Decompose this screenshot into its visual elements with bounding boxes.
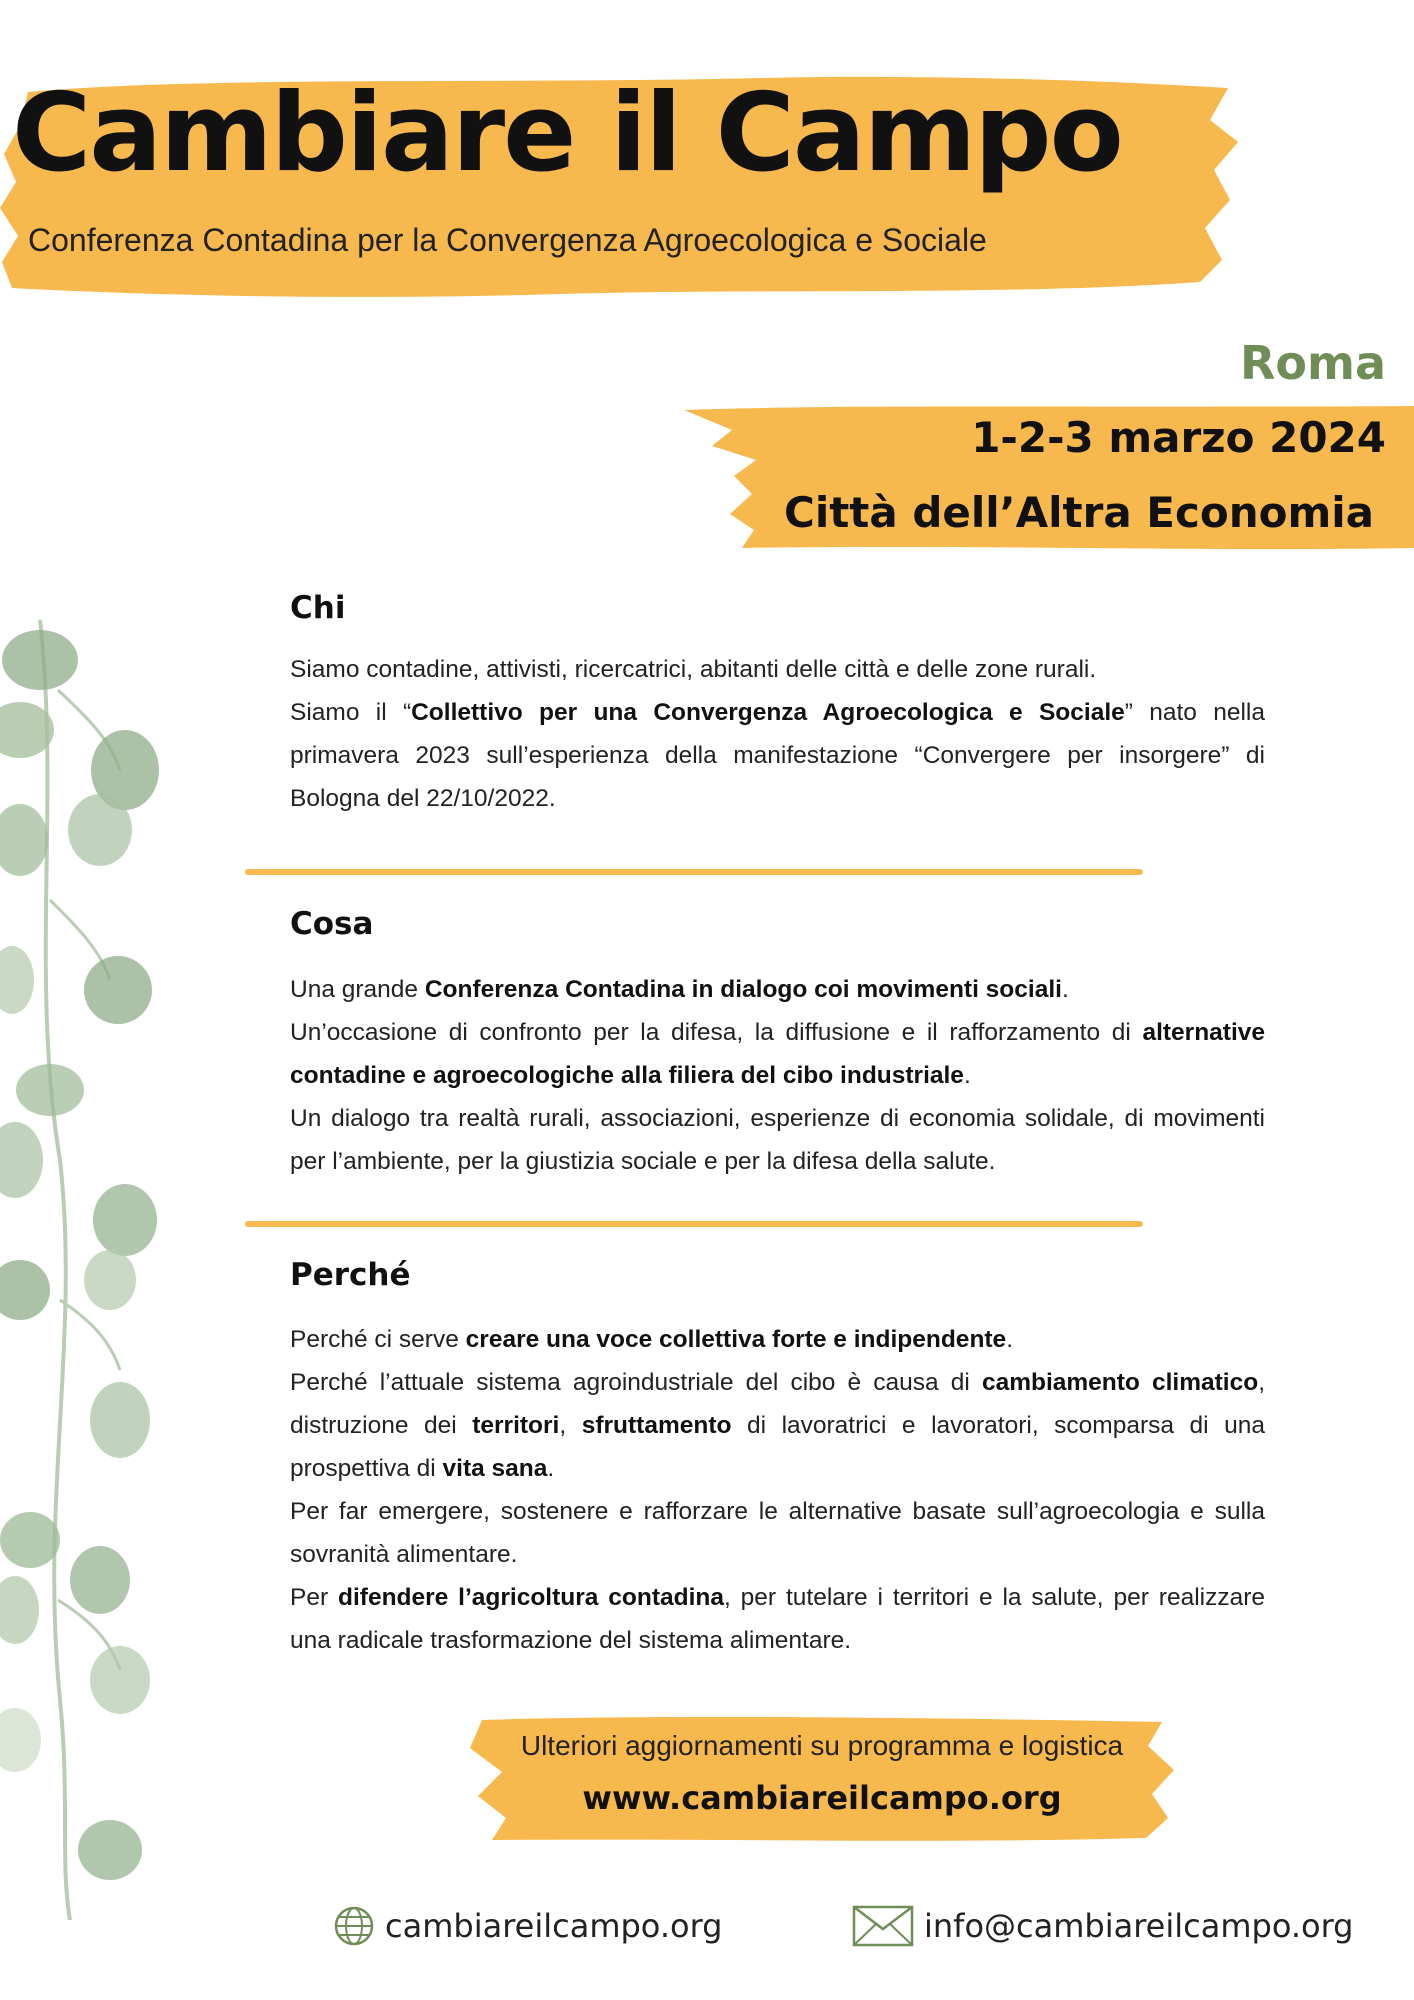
chi-paragraph-1: Siamo contadine, attivisti, ricercatrici, abitanti delle città e delle zone rurali. xyxy=(290,656,1097,683)
leaf xyxy=(84,956,152,1024)
leaf xyxy=(2,630,78,690)
leaf xyxy=(68,794,132,866)
leaf xyxy=(0,1576,39,1644)
cosa-paragraph-3: Un dialogo tra realtà rurali, associazioni, esperienze di economia solidale, di movimenti per l’ambiente, per la giustizia sociale e per la difesa della salute. xyxy=(290,1105,1265,1175)
website-contact-label: cambiareilcampo.org xyxy=(385,1907,723,1945)
leaf xyxy=(93,1184,157,1256)
website-link[interactable]: www.cambiareilcampo.org xyxy=(582,1779,1062,1817)
perche-paragraph-1: Perché ci serve creare una voce collettiva forte e indipendente. xyxy=(290,1326,1013,1353)
leaf xyxy=(0,946,34,1014)
section-heading-perche: Perché xyxy=(290,1257,411,1293)
eucalyptus-decoration xyxy=(0,600,190,1925)
leaf xyxy=(0,1512,60,1568)
email-contact-label: info@cambiareilcampo.org xyxy=(924,1907,1354,1945)
section-heading-cosa: Cosa xyxy=(290,906,374,942)
event-city: Roma xyxy=(1240,336,1386,390)
email-contact[interactable] xyxy=(852,1905,1353,1947)
cosa-paragraph-2: Un’occasione di confronto per la difesa, la diffusione e il rafforzamento di alternative contadine e agroecologiche alla filiera del cibo industriale. xyxy=(290,1019,1265,1089)
perche-paragraph-3: Per far emergere, sostenere e rafforzare le alternative basate sull’agroecologia e sulla sovranità alimentare. xyxy=(290,1498,1265,1568)
section-divider xyxy=(245,869,1143,875)
section-heading-chi: Chi xyxy=(290,590,346,626)
website-contact[interactable] xyxy=(333,1905,722,1947)
leaf xyxy=(90,1646,150,1714)
leaf xyxy=(70,1546,130,1614)
cta-text: Ulteriori aggiornamenti su programma e logistica xyxy=(520,1730,1124,1761)
page-title: Cambiare il Campo xyxy=(12,71,1122,196)
event-dates: 1-2-3 marzo 2024 xyxy=(971,413,1386,462)
perche-paragraph-2: Perché l’attuale sistema agroindustriale del cibo è causa di cambiamento climatico, distruzione dei territori, sfruttamento di lavoratrici e lavoratori, scomparsa di una prospettiva di vita sana. xyxy=(290,1369,1266,1482)
globe-icon xyxy=(333,1905,375,1947)
page-subtitle: Conferenza Contadina per la Convergenza Agroecologica e Sociale xyxy=(28,222,987,258)
section-cosa-text xyxy=(290,968,1265,1183)
leaf xyxy=(84,1250,136,1310)
cosa-paragraph-1: Una grande Conferenza Contadina in dialogo coi movimenti sociali. xyxy=(290,976,1069,1003)
perche-paragraph-4: Per difendere l’agricoltura contadina, per tutelare i territori e la salute, per realizzare una radicale trasformazione del sistema alimentare. xyxy=(290,1584,1265,1654)
envelope-icon xyxy=(852,1905,914,1947)
event-venue: Città dell’Altra Economia xyxy=(784,488,1374,537)
leaf xyxy=(16,1064,84,1116)
section-chi-text xyxy=(290,648,1265,820)
leaf xyxy=(0,1708,41,1772)
leaf xyxy=(0,1122,43,1198)
leaf xyxy=(0,1260,50,1320)
chi-paragraph-2: Siamo il “Collettivo per una Convergenza Agroecologica e Sociale” nato nella primavera 2023 sull’esperienza della manifestazione “Convergere per insorgere” di Bologna del 22/10/2022. xyxy=(290,699,1265,812)
leaf xyxy=(78,1820,142,1880)
leaf xyxy=(90,1382,150,1458)
section-divider xyxy=(245,1221,1143,1227)
section-perche-text xyxy=(290,1318,1265,1662)
leaf xyxy=(0,804,48,876)
